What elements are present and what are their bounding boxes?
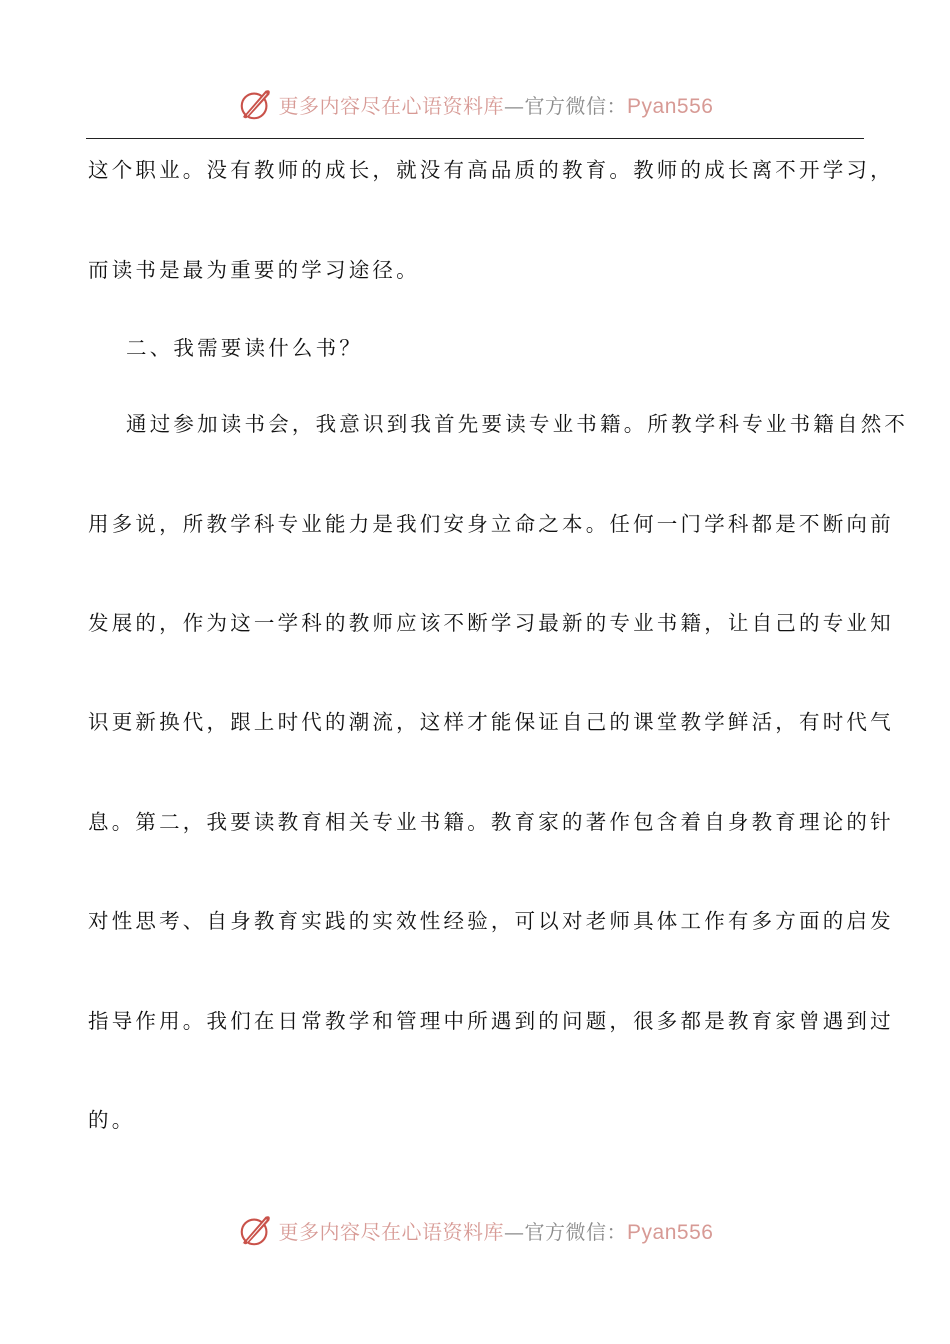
header-rule bbox=[86, 138, 864, 139]
body-line-9: 指导作用。我们在日常教学和管理中所遇到的问题，很多都是教育家曾遇到过 bbox=[88, 1009, 894, 1033]
header-banner-text: 更多内容尽在心语资料库—官方微信：Pyan556 bbox=[278, 93, 714, 118]
body-line-10: 的。 bbox=[88, 1108, 136, 1132]
section-heading: 二、我需要读什么书？ bbox=[126, 336, 363, 360]
body-line-2: 而读书是最为重要的学习途径。 bbox=[88, 258, 420, 282]
body-line-1: 这个职业。没有教师的成长，就没有高品质的教育。教师的成长离不开学习， bbox=[88, 158, 894, 182]
body-line-6: 识更新换代，跟上时代的潮流，这样才能保证自己的课堂教学鲜活，有时代气 bbox=[88, 710, 894, 734]
quill-pen-logo-icon bbox=[237, 1211, 275, 1249]
body-line-7: 息。第二，我要读教育相关专业书籍。教育家的著作包含着自身教育理论的针 bbox=[88, 810, 894, 834]
quill-pen-logo-icon bbox=[237, 85, 275, 123]
body-line-4: 用多说，所教学科专业能力是我们安身立命之本。任何一门学科都是不断向前 bbox=[88, 512, 894, 536]
body-line-3: 通过参加读书会，我意识到我首先要读专业书籍。所教学科专业书籍自然不 bbox=[126, 412, 909, 436]
header-banner bbox=[0, 84, 950, 124]
body-line-5: 发展的，作为这一学科的教师应该不断学习最新的专业书籍，让自己的专业知 bbox=[88, 611, 894, 635]
body-line-8: 对性思考、自身教育实践的实效性经验，可以对老师具体工作有多方面的启发 bbox=[88, 909, 894, 933]
footer-banner bbox=[0, 1210, 950, 1250]
footer-banner-text: 更多内容尽在心语资料库—官方微信：Pyan556 bbox=[278, 1219, 714, 1244]
